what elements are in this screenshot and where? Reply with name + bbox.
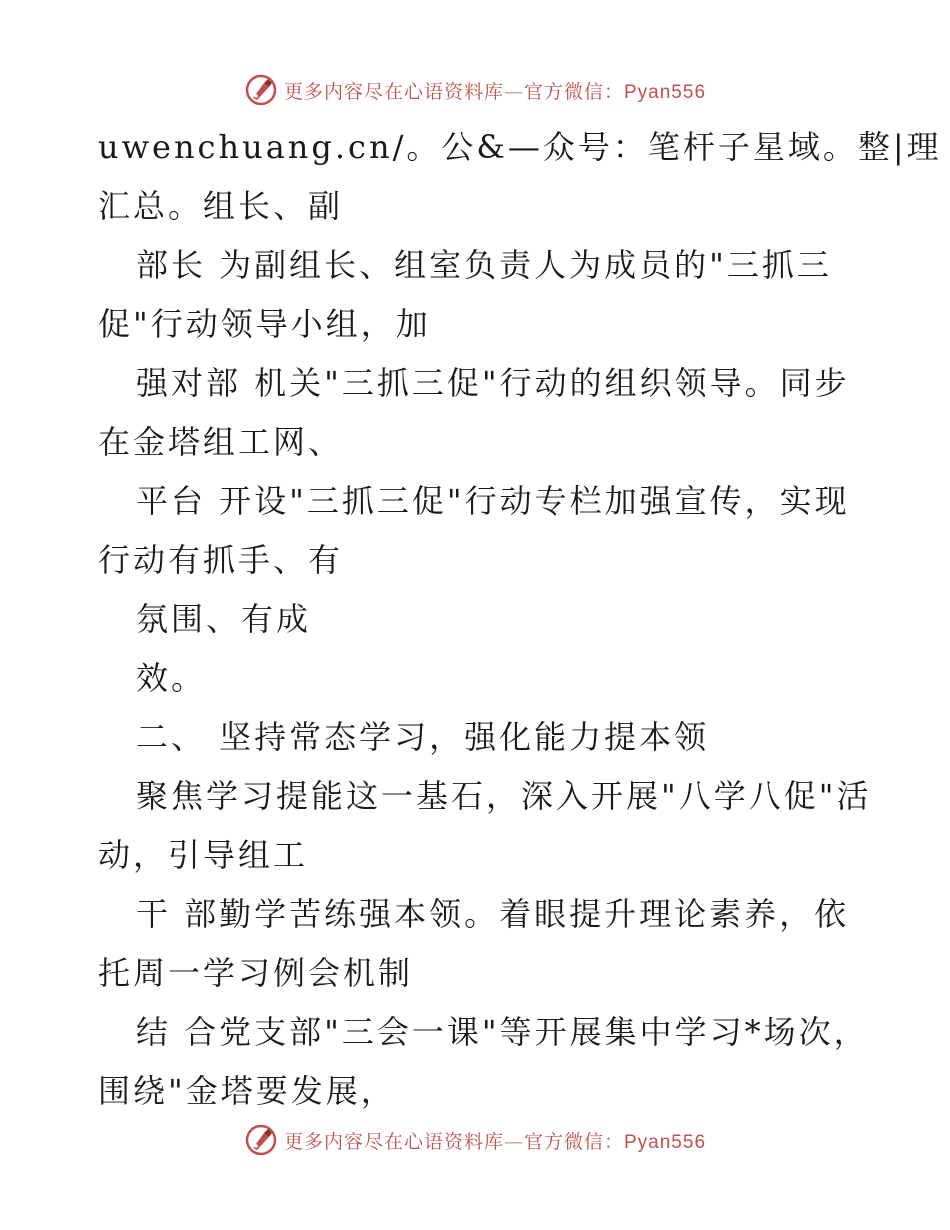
watermark-wechat-id: Pyan556 [624, 1131, 707, 1153]
text-line: 干 部勤学苦练强本领。着眼提升理论素养，依 [136, 895, 850, 933]
text-line: 动，引导组工 [98, 836, 309, 874]
pen-nib-logo-icon [244, 73, 278, 107]
watermark-dash: — [503, 1130, 524, 1153]
text-line: 结 合党支部"三会一课"等开展集中学习*场次， [136, 1013, 869, 1051]
text-line: 聚焦学习提能这一基石，深入开展"八学八促"活 [136, 777, 872, 815]
text-line: 部长 为副组长、组室负责人为成员的"三抓三 [136, 246, 832, 284]
watermark-dash: — [503, 80, 524, 103]
text-line: 强对部 机关"三抓三促"行动的组织领导。同步 [136, 364, 850, 402]
text-line: 效。 [136, 659, 207, 697]
watermark-wechat-label: 官方微信： [523, 1130, 624, 1153]
text-line: 平台 开设"三抓三促"行动专栏加强宣传，实现 [136, 482, 850, 520]
text-line: 在金塔组工网、 [98, 423, 344, 461]
watermark-site-name: 更多内容尽在心语资料库 [283, 1130, 504, 1153]
text-line: 围绕"金塔要发展， [98, 1072, 396, 1110]
watermark-text [284, 77, 706, 104]
text-line: 托周一学习例会机制 [98, 954, 414, 992]
section-heading: 二、 坚持常态学习，强化能力提本领 [136, 718, 710, 756]
watermark-site-name: 更多内容尽在心语资料库 [283, 80, 504, 103]
watermark-wechat-id: Pyan556 [624, 81, 707, 103]
text-line: 汇总。组长、副 [98, 187, 344, 225]
watermark-wechat-label: 官方微信： [523, 80, 624, 103]
text-line: 促"行动领导小组，加 [98, 305, 431, 343]
text-line: 氛围、有成 [136, 600, 312, 638]
pen-nib-logo-icon [244, 1123, 278, 1157]
text-line: 行动有抓手、有 [98, 541, 344, 579]
footer-watermark-banner [0, 1120, 950, 1160]
document-body [98, 118, 942, 1121]
watermark-text [284, 1127, 706, 1154]
text-line: uwenchuang.cn/。公&—众号：笔杆子星域。整|理 [98, 128, 942, 166]
header-watermark-banner [0, 70, 950, 110]
